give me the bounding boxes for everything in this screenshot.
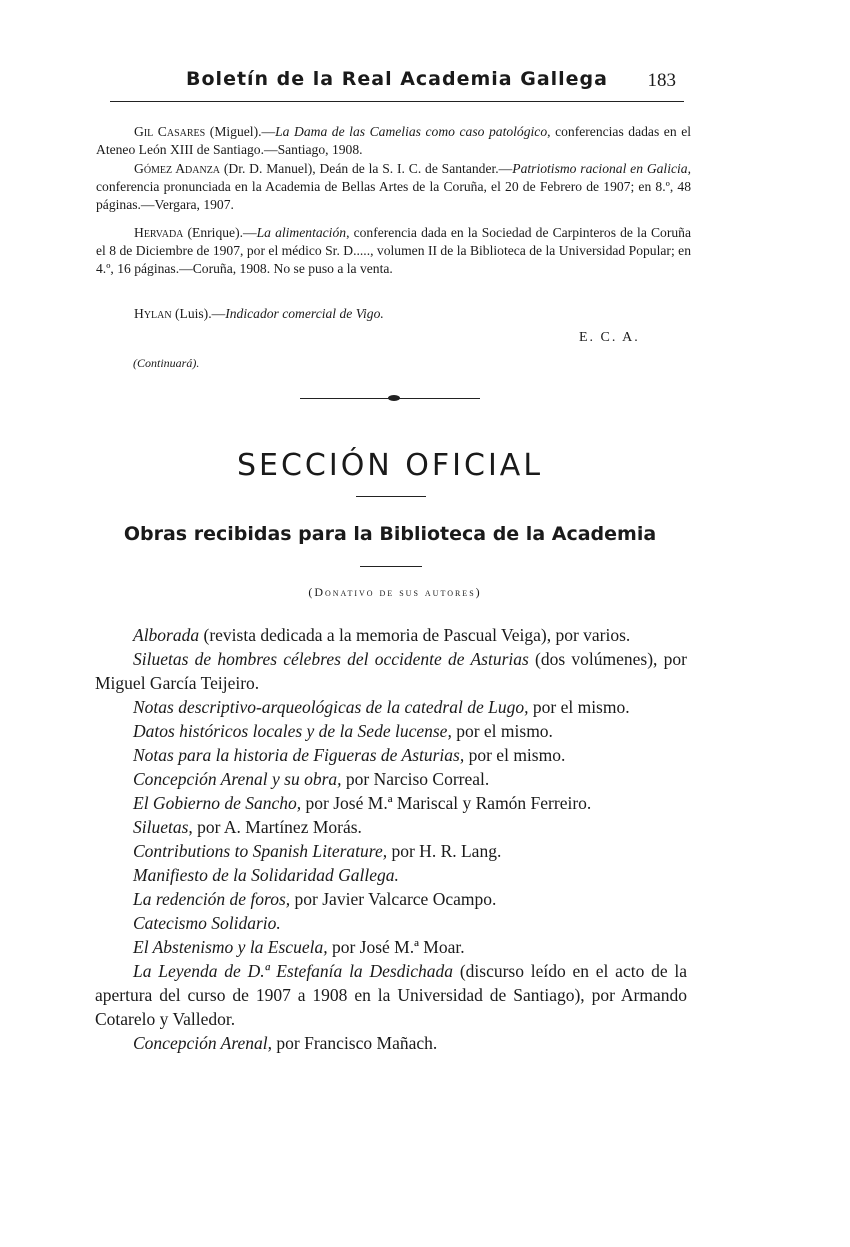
work-details: por A. Martínez Morás.	[192, 817, 362, 837]
work-title: Notas para la historia de Figueras de Asturias,	[133, 745, 465, 765]
work-title: Alborada	[133, 625, 200, 645]
entry-title: Indicador comercial de Vigo.	[225, 306, 384, 321]
entry-author: Gil Casares	[134, 124, 206, 139]
entry-details: , conferencia pronunciada en la Academia de Bellas Artes de la Coruña, el 20 de Febrero de 1907; en 8.º, 48 páginas.—Vergara, 1907.	[96, 161, 691, 212]
bibliography-entry	[96, 224, 691, 278]
entry-author-detail: (Dr. D. Manuel), Deán de la S. I. C. de Santander.—	[220, 161, 513, 176]
work-details: por José M.ª Moar.	[327, 937, 465, 957]
list-item	[95, 839, 687, 863]
bibliography-entry	[96, 123, 691, 159]
work-details: por el mismo.	[451, 721, 553, 741]
entry-author-detail: (Enrique).—	[183, 225, 257, 240]
entry-author: Hervada	[134, 225, 184, 240]
divider-ornament	[388, 395, 400, 401]
entry-title: La Dama de las Camelias como caso patológico	[275, 124, 548, 139]
work-details: por Narciso Correal.	[341, 769, 490, 789]
work-details: (revista dedicada a la memoria de Pascual Veiga), por varios.	[199, 625, 631, 645]
work-title: Manifiesto de la Solidaridad Gallega.	[133, 865, 399, 885]
list-item	[95, 743, 687, 767]
work-details: por H. R. Lang.	[387, 841, 502, 861]
work-title: La Leyenda de D.ª Estefanía la Desdichada	[133, 961, 454, 981]
list-item	[95, 911, 687, 935]
list-item	[95, 1031, 687, 1055]
list-item	[95, 791, 687, 815]
work-title: Concepción Arenal,	[133, 1033, 273, 1053]
work-title: El Gobierno de Sancho,	[133, 793, 302, 813]
donation-note: (Donativo de sus autores)	[308, 585, 482, 599]
work-details: (dos volúmenes), por Miguel García Teijeiro.	[95, 649, 687, 693]
ornamental-divider	[300, 397, 480, 401]
header-rule	[110, 101, 684, 102]
work-details: por Francisco Mañach.	[272, 1033, 438, 1053]
work-title: Datos históricos locales y de la Sede lucense,	[133, 721, 452, 741]
list-item	[95, 695, 687, 719]
list-item	[95, 623, 687, 647]
bibliography-entry	[96, 160, 691, 214]
work-title: La redención de foros,	[133, 889, 291, 909]
work-details: por Javier Valcarce Ocampo.	[290, 889, 497, 909]
continued-note: (Continuará).	[133, 356, 200, 370]
page-number: 183	[647, 70, 676, 91]
section-title: SECCIÓN OFICIAL	[236, 448, 544, 483]
list-item	[95, 815, 687, 839]
entry-author-detail: (Miguel).—	[205, 124, 276, 139]
running-header	[110, 68, 684, 98]
work-details: por el mismo.	[464, 745, 566, 765]
section-rule	[356, 496, 426, 497]
list-item	[95, 719, 687, 743]
entry-author: Gómez Adanza	[134, 161, 221, 176]
section-subtitle: Obras recibidas para la Biblioteca de la Academia	[123, 523, 657, 545]
journal-title: Boletín de la Real Academia Gallega	[186, 68, 608, 90]
list-item	[95, 863, 687, 887]
work-details: por José M.ª Mariscal y Ramón Ferreiro.	[301, 793, 592, 813]
work-title: Notas descriptivo-arqueológicas de la catedral de Lugo,	[133, 697, 529, 717]
signature-initials: E. C. A.	[579, 330, 640, 345]
entry-author-detail: (Luis).—	[171, 306, 226, 321]
work-title: Siluetas,	[133, 817, 193, 837]
list-item	[95, 767, 687, 791]
entry-details: , conferencias dadas en el Ateneo León XIII de Santiago.—Santiago, 1908.	[96, 124, 692, 157]
received-works-list	[95, 623, 687, 1055]
work-title: El Abstenismo y la Escuela,	[133, 937, 328, 957]
work-details: por el mismo.	[528, 697, 630, 717]
work-title: Siluetas de hombres célebres del occidente de Asturias	[133, 649, 529, 669]
entry-details: , conferencia dada en la Sociedad de Carpinteros de la Coruña el 8 de Diciembre de 1907, por el médico Sr. D....., volumen II de la Biblioteca de la Universidad Popular; en 4.º, 16 páginas.—Coruña, 1908. No se puso a la venta.	[96, 225, 691, 276]
entry-author: Hylan	[134, 306, 172, 321]
list-item	[95, 935, 687, 959]
entry-title: Patriotismo racional en Galicia	[512, 161, 688, 176]
bibliography-entry	[96, 305, 691, 323]
work-title: Catecismo Solidario.	[133, 913, 281, 933]
work-title: Concepción Arenal y su obra,	[133, 769, 342, 789]
work-details: (discurso leído en el acto de la apertura del curso de 1907 a 1908 en la Universidad de Santiago), por Armando Cotarelo y Valledor.	[95, 961, 688, 1029]
list-item	[95, 647, 687, 695]
list-item	[95, 887, 687, 911]
work-title: Contributions to Spanish Literature,	[133, 841, 388, 861]
list-item	[95, 959, 687, 1031]
subtitle-rule	[360, 566, 422, 567]
entry-title: La alimentación	[256, 225, 347, 240]
